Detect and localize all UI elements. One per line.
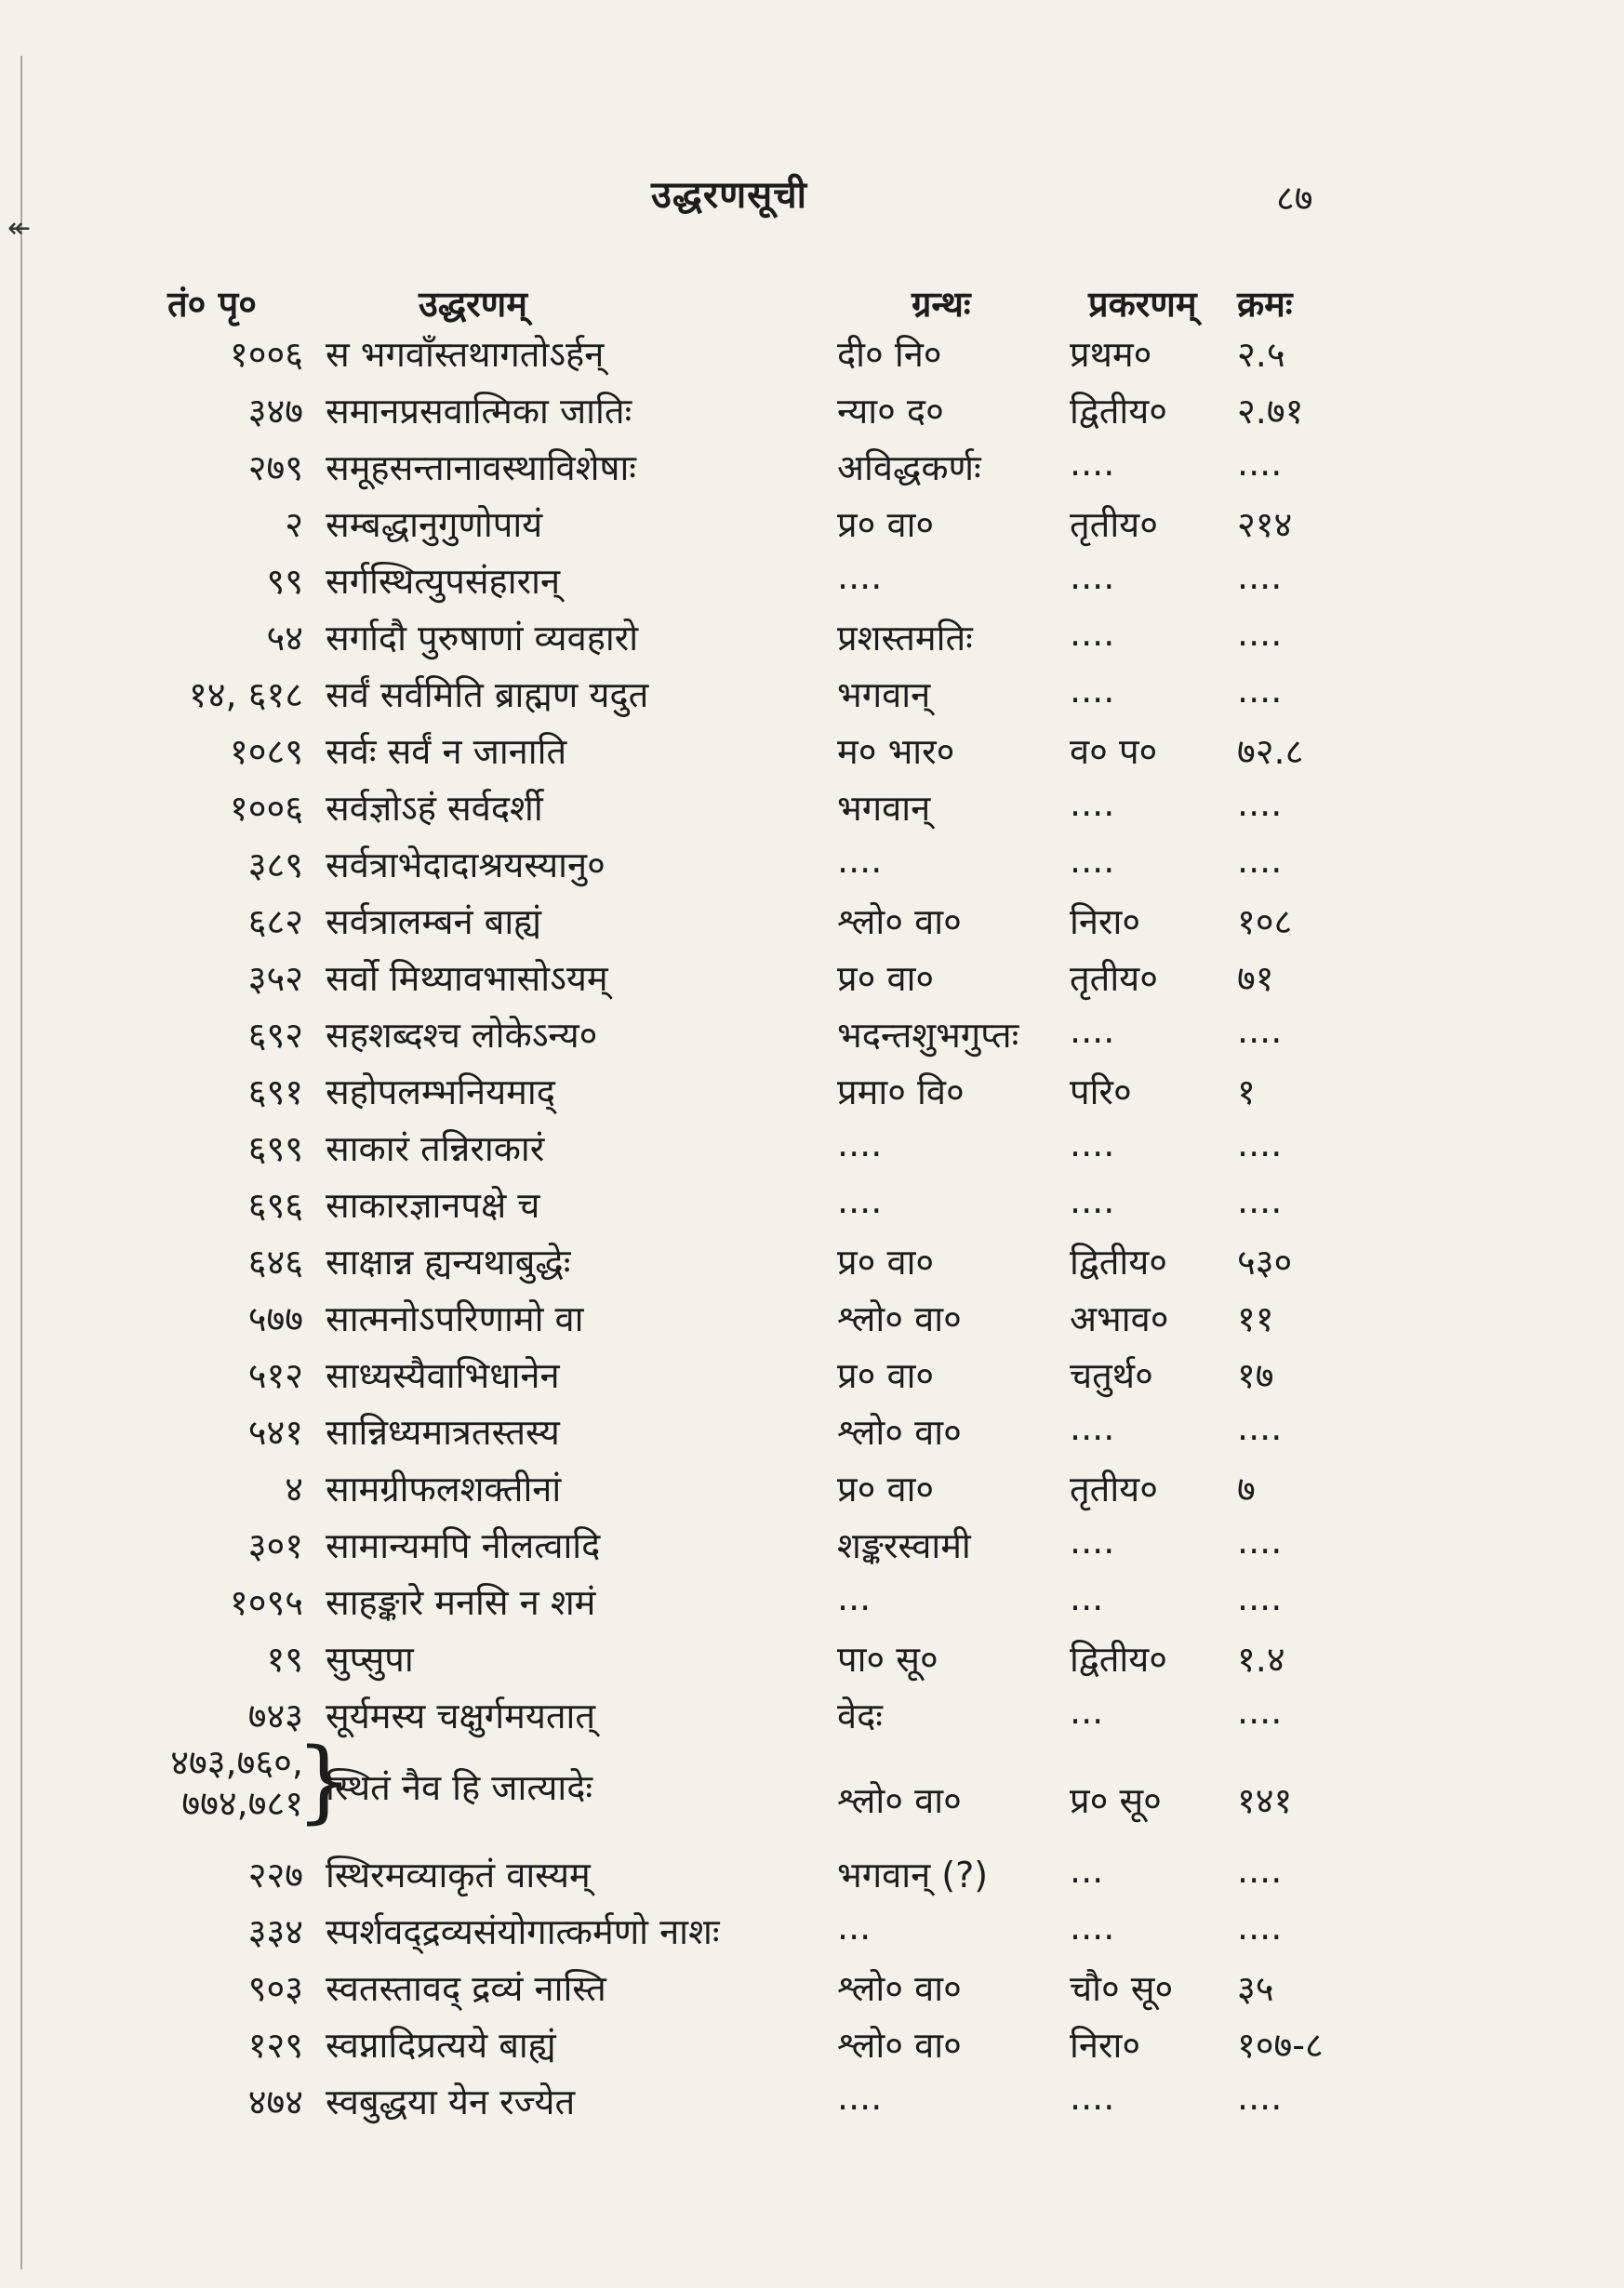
- page-ref: १४, ६१८: [189, 674, 303, 715]
- running-title: उद्धरणसूची: [651, 174, 807, 217]
- source-text: म० भार०: [837, 731, 955, 772]
- source-sequence: ....: [1237, 1407, 1283, 1448]
- source-text: प्रशस्तमतिः: [837, 618, 973, 658]
- index-row: [0, 2007, 1624, 2064]
- source-sequence: ....: [1237, 1521, 1283, 1562]
- index-row: [0, 1224, 1624, 1281]
- page-number: ८७: [1276, 178, 1313, 219]
- quotation-text: सम्बद्धानुगुणोपायं: [326, 504, 543, 545]
- source-section: द्वितीय०: [1070, 1639, 1167, 1680]
- page-ref: २: [285, 504, 303, 545]
- quotation-text: सान्निध्यमात्रतस्तस्य: [326, 1412, 560, 1453]
- quotation-text: स्पर्शवद्द्रव्यसंयोगात्कर्मणो नाशः: [326, 1911, 720, 1952]
- source-text: प्र० वा०: [837, 1469, 935, 1510]
- source-sequence: ....: [1237, 556, 1283, 597]
- margin-arrow-icon: ↞: [7, 212, 32, 245]
- source-sequence: ....: [1237, 1691, 1283, 1732]
- source-section: ...: [1070, 1577, 1104, 1618]
- source-section: ....: [1070, 1124, 1115, 1164]
- index-row: [0, 770, 1624, 827]
- source-text: न्या० द०: [837, 391, 944, 432]
- index-row: [0, 1678, 1624, 1735]
- index-row: [0, 1621, 1624, 1678]
- quotation-text: स्थितं नैव हि जात्यादेः: [326, 1767, 593, 1808]
- index-row: [0, 884, 1624, 940]
- source-sequence: २१४: [1237, 504, 1293, 545]
- page-ref: ६९१: [247, 1071, 303, 1112]
- source-section: ....: [1070, 2077, 1115, 2118]
- index-row: [0, 1054, 1624, 1111]
- source-section: ....: [1070, 783, 1115, 824]
- quotation-text: स्वतस्तावद् द्रव्यं नास्ति: [326, 1968, 606, 2009]
- index-row: [0, 430, 1624, 486]
- index-row: [0, 1281, 1624, 1337]
- source-sequence: ११: [1237, 1298, 1274, 1339]
- index-row: [0, 2064, 1624, 2121]
- source-section: अभाव०: [1070, 1298, 1169, 1339]
- column-header-text: ग्रन्थः: [912, 284, 971, 325]
- source-section: निरा०: [1070, 901, 1141, 942]
- quotation-text: सर्वो मिथ्यावभासोऽयम्: [326, 958, 608, 999]
- quotation-text: साहङ्कारे मनसि न शमं: [326, 1582, 596, 1623]
- quotation-text: सामग्रीफलशक्तीनां: [326, 1469, 562, 1510]
- page-ref: ४: [285, 1469, 303, 1510]
- source-text: शङ्करस्वामी: [837, 1525, 971, 1566]
- source-sequence: ....: [1237, 840, 1283, 881]
- page-ref: १९: [266, 1639, 303, 1680]
- source-sequence: ....: [1237, 670, 1283, 711]
- source-text: श्लो० वा०: [837, 1412, 962, 1453]
- source-sequence: ....: [1237, 783, 1283, 824]
- source-sequence: १.४: [1237, 1639, 1285, 1680]
- index-row: [0, 316, 1624, 373]
- source-text: भगवान्: [837, 788, 931, 829]
- source-section: प्रथम०: [1070, 334, 1152, 375]
- page-ref: ९९: [266, 561, 303, 602]
- source-text: प्र० वा०: [837, 1242, 935, 1283]
- source-section: परि०: [1070, 1071, 1132, 1112]
- page-header: [0, 167, 1624, 223]
- page-ref: ६९२: [247, 1015, 303, 1056]
- page-ref: ६४६: [247, 1242, 303, 1283]
- source-sequence: ....: [1237, 1124, 1283, 1164]
- source-text: पा० सू०: [837, 1639, 938, 1680]
- index-row: [0, 1167, 1624, 1224]
- source-text: ....: [837, 556, 883, 597]
- source-text: भगवान्: [837, 674, 931, 715]
- index-row: [0, 1894, 1624, 1950]
- source-text: ....: [837, 1180, 883, 1221]
- source-text: श्लो० वा०: [837, 2025, 962, 2066]
- source-section: व० प०: [1070, 731, 1158, 772]
- source-section: ....: [1070, 670, 1115, 711]
- index-row: [0, 940, 1624, 997]
- page-ref: १२९: [247, 2025, 303, 2066]
- source-section: तृतीय०: [1070, 958, 1158, 999]
- page-ref: २७९: [247, 447, 303, 488]
- source-sequence: ....: [1237, 443, 1283, 484]
- source-section: ....: [1070, 1180, 1115, 1221]
- page-ref: ६८२: [247, 901, 303, 942]
- index-row: [0, 1508, 1624, 1564]
- page-ref: ५४१: [247, 1412, 303, 1453]
- source-text: ...: [837, 1907, 872, 1948]
- source-text: ...: [837, 1577, 872, 1618]
- source-section: तृतीय०: [1070, 1469, 1158, 1510]
- page-ref: १००६: [229, 788, 303, 829]
- source-section: प्र० सू०: [1070, 1780, 1162, 1821]
- index-row: [0, 657, 1624, 713]
- source-section: द्वितीय०: [1070, 1242, 1167, 1283]
- source-section: चौ० सू०: [1070, 1968, 1174, 2009]
- source-section: ....: [1070, 1521, 1115, 1562]
- index-row: [0, 1394, 1624, 1451]
- source-sequence: ५३०: [1237, 1242, 1293, 1283]
- page-ref: २२७: [247, 1855, 303, 1896]
- page-ref: ५१२: [247, 1355, 303, 1396]
- index-row: [0, 373, 1624, 430]
- source-text: भदन्तशुभगुप्तः: [837, 1015, 1019, 1056]
- quotation-text: सामान्यमपि नीलत्वादि: [326, 1525, 601, 1566]
- page-ref: ३४७: [247, 391, 303, 432]
- source-sequence: २.७१: [1237, 391, 1304, 432]
- index-row: [0, 713, 1624, 770]
- source-sequence: ७१: [1237, 958, 1274, 999]
- source-section: ....: [1070, 613, 1115, 654]
- quotation-text: सहशब्दश्च लोकेऽन्य०: [326, 1015, 598, 1056]
- source-sequence: ....: [1237, 1180, 1283, 1221]
- source-section: तृतीय०: [1070, 504, 1158, 545]
- source-section: चतुर्थ०: [1070, 1355, 1153, 1396]
- quotation-text: साकारं तन्निराकारं: [326, 1128, 545, 1169]
- page-ref: १००६: [229, 334, 303, 375]
- source-sequence: ....: [1237, 1577, 1283, 1618]
- page-ref: ६९६: [247, 1185, 303, 1226]
- source-text: दी० नि०: [837, 334, 942, 375]
- page-ref: ३०१: [247, 1525, 303, 1566]
- source-section: ...: [1070, 1850, 1104, 1891]
- index-row: [0, 1837, 1624, 1894]
- source-section: द्वितीय०: [1070, 391, 1167, 432]
- index-row: [0, 1451, 1624, 1508]
- source-text: ....: [837, 840, 883, 881]
- source-text: श्लो० वा०: [837, 1780, 962, 1821]
- source-sequence: ....: [1237, 1010, 1283, 1051]
- source-text: श्लो० वा०: [837, 1298, 962, 1339]
- source-sequence: ७: [1237, 1469, 1256, 1510]
- quotation-text: सर्वत्रालम्बनं बाह्यं: [326, 901, 542, 942]
- page-ref: ७४३: [247, 1696, 303, 1736]
- index-row: [0, 997, 1624, 1054]
- quotation-text: सर्वः सर्वं न जानाति: [326, 731, 567, 772]
- quotation-text: साध्यस्यैवाभिधानेन: [326, 1355, 560, 1396]
- quotation-text: सर्गादौ पुरुषाणां व्यवहारो: [326, 618, 639, 658]
- index-row: [0, 543, 1624, 600]
- quotation-text: सूर्यमस्य चक्षुर्गमयतात्: [326, 1696, 596, 1736]
- column-header-section: प्रकरणम्: [1088, 284, 1197, 325]
- quotation-text: सुप्सुपा: [326, 1639, 414, 1680]
- quotation-text: समूहसन्तानावस्थाविशेषाः: [326, 447, 636, 488]
- quotation-text: सहोपलम्भनियमाद्: [326, 1071, 555, 1112]
- source-text: प्र० वा०: [837, 504, 935, 545]
- page-ref: ३३४: [247, 1911, 303, 1952]
- source-text: ....: [837, 2077, 883, 2118]
- source-text: भगवान् (?): [837, 1855, 989, 1896]
- source-section: ....: [1070, 1907, 1115, 1948]
- quotation-index-table: [0, 316, 1624, 2121]
- source-text: प्र० वा०: [837, 1355, 935, 1396]
- index-row: [0, 1337, 1624, 1394]
- source-sequence: ३५: [1237, 1968, 1274, 2009]
- source-text: वेदः: [837, 1696, 883, 1736]
- source-text: ....: [837, 1124, 883, 1164]
- source-sequence: ....: [1237, 1850, 1283, 1891]
- source-section: ....: [1070, 556, 1115, 597]
- page-ref: ४७४: [247, 2082, 303, 2122]
- source-sequence: १४१: [1237, 1780, 1293, 1821]
- quotation-text: सर्गस्थित्युपसंहारान्: [326, 561, 561, 602]
- index-row: [0, 1111, 1624, 1167]
- source-section: ....: [1070, 840, 1115, 881]
- source-sequence: ....: [1237, 613, 1283, 654]
- source-section: ....: [1070, 1010, 1115, 1051]
- page-ref: ४७३,७६०, ७७४,७८१: [170, 1742, 303, 1824]
- page-ref: ६९९: [247, 1128, 303, 1169]
- source-sequence: १०८: [1237, 901, 1293, 942]
- source-sequence: २.५: [1237, 334, 1285, 375]
- page-ref: १०९५: [229, 1582, 303, 1623]
- quotation-text: समानप्रसवात्मिका जातिः: [326, 391, 632, 432]
- quotation-text: सर्वज्ञोऽहं सर्वदर्शी: [326, 788, 543, 829]
- index-row: [0, 600, 1624, 657]
- column-header-quotation: उद्धरणम्: [419, 284, 527, 325]
- index-row: [0, 1729, 1624, 1837]
- page-ref: ५७७: [247, 1298, 303, 1339]
- quotation-text: सर्वत्राभेदादाश्रयस्यानु०: [326, 845, 606, 885]
- quotation-text: स्थिरमव्याकृतं वास्यम्: [326, 1855, 591, 1896]
- column-header-sequence: क्रमः: [1237, 284, 1293, 325]
- source-sequence: १०७-८: [1237, 2025, 1324, 2066]
- quotation-text: साक्षान्न ह्यन्यथाबुद्धेः: [326, 1242, 571, 1283]
- index-row: [0, 486, 1624, 543]
- source-text: श्लो० वा०: [837, 1968, 962, 2009]
- column-header-page: तं० पृ०: [167, 284, 257, 325]
- quotation-text: सर्वं सर्वमिति ब्राह्मण यदुत: [326, 674, 649, 715]
- index-row: [0, 827, 1624, 884]
- page-ref: ३५२: [247, 958, 303, 999]
- source-section: निरा०: [1070, 2025, 1141, 2066]
- source-sequence: १७: [1237, 1355, 1274, 1396]
- grouping-brace: }: [296, 1729, 353, 1833]
- page-ref: ९०३: [247, 1968, 303, 2009]
- source-sequence: ७२.८: [1237, 731, 1304, 772]
- source-text: प्रमा० वि०: [837, 1071, 965, 1112]
- index-row: [0, 1950, 1624, 2007]
- source-section: ...: [1070, 1691, 1104, 1732]
- source-text: श्लो० वा०: [837, 901, 962, 942]
- source-section: ....: [1070, 443, 1115, 484]
- source-text: अविद्धकर्णः: [837, 447, 981, 488]
- source-section: ....: [1070, 1407, 1115, 1448]
- source-sequence: ....: [1237, 2077, 1283, 2118]
- source-text: प्र० वा०: [837, 958, 935, 999]
- source-sequence: ....: [1237, 1907, 1283, 1948]
- quotation-text: साकारज्ञानपक्षे च: [326, 1185, 540, 1226]
- quotation-text: स्वबुद्धया येन रज्येत: [326, 2082, 576, 2122]
- quotation-text: स्वप्नादिप्रत्यये बाह्यं: [326, 2025, 556, 2066]
- page-ref: ५४: [266, 618, 303, 658]
- source-sequence: १: [1237, 1071, 1256, 1112]
- index-row: [0, 1564, 1624, 1621]
- quotation-text: सात्मनोऽपरिणामो वा: [326, 1298, 584, 1339]
- page-ref: १०८९: [229, 731, 303, 772]
- page-ref: ३८९: [247, 845, 303, 885]
- quotation-text: स भगवाँस्तथागतोऽर्हन्: [326, 334, 605, 375]
